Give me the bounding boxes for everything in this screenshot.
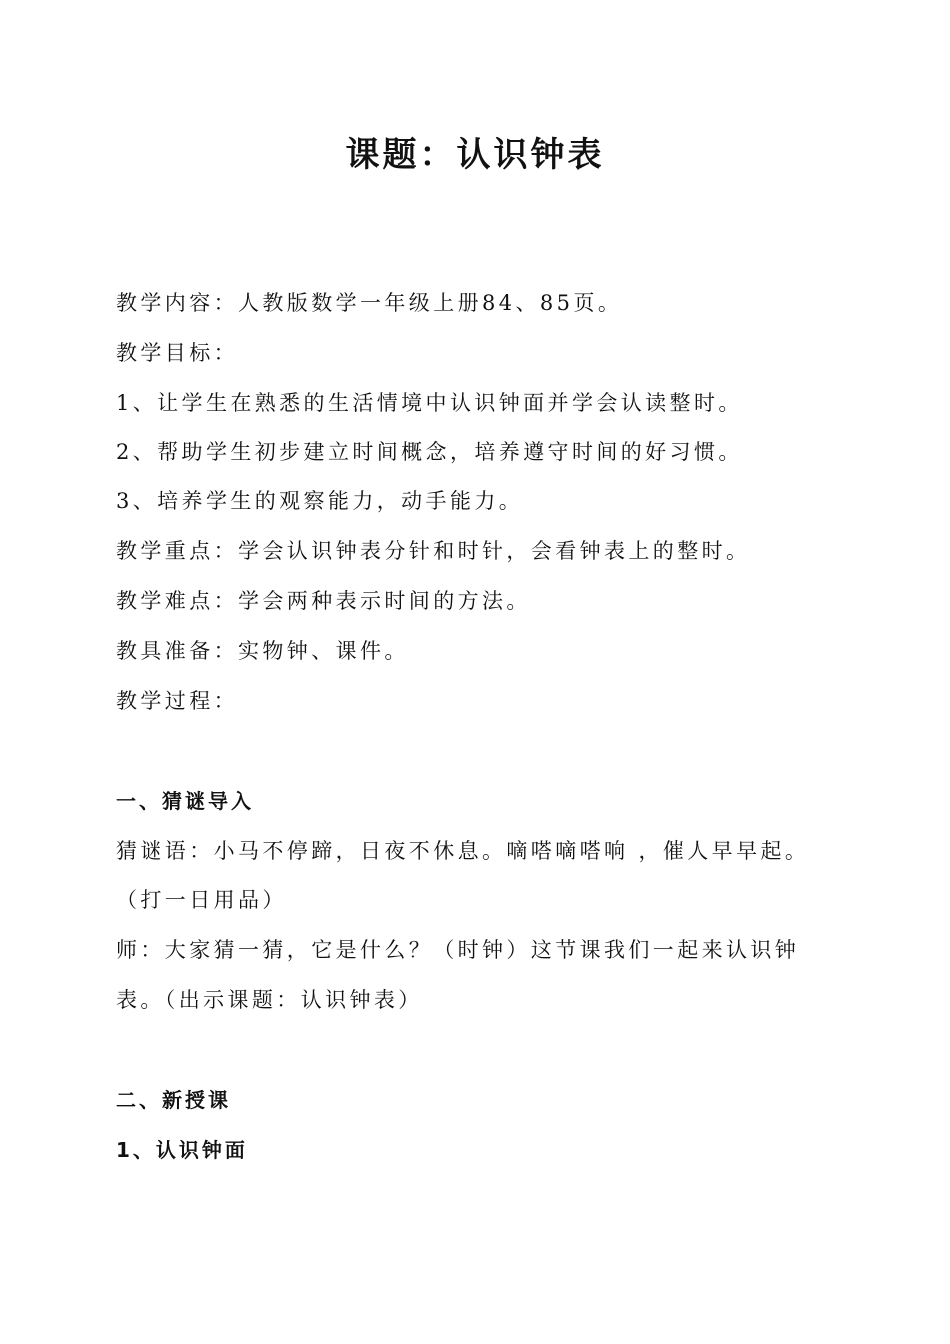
- section1-heading: 一、猜谜导入: [116, 789, 254, 813]
- riddle-line-2: （打一日用品）: [116, 888, 287, 912]
- document-title: 课题：认识钟表: [345, 135, 605, 175]
- goal-item-3: 3、培养学生的观察能力，动手能力。: [116, 489, 524, 513]
- teaching-content-line: 教学内容：人教版数学一年级上册84、85页。: [116, 291, 623, 315]
- section2-subheading: 1、认识钟面: [116, 1138, 248, 1162]
- goal-item-1: 1、让学生在熟悉的生活情境中认识钟面并学会认读整时。: [116, 391, 743, 415]
- teaching-aids-line: 教具准备：实物钟、课件。: [116, 639, 409, 663]
- teaching-goals-label: 教学目标：: [116, 341, 238, 365]
- section2-heading: 二、新授课: [116, 1088, 231, 1112]
- goal-item-2: 2、帮助学生初步建立时间概念，培养遵守时间的好习惯。: [116, 440, 743, 464]
- teaching-process-label: 教学过程：: [116, 689, 238, 713]
- teacher-line-2: 表。（出示课题：认识钟表）: [116, 988, 423, 1012]
- key-points-line: 教学重点：学会认识钟表分针和时针，会看钟表上的整时。: [116, 539, 751, 563]
- teacher-line-1: 师：大家猜一猜，它是什么？（时钟）这节课我们一起来认识钟: [116, 938, 800, 962]
- difficult-points-line: 教学难点：学会两种表示时间的方法。: [116, 589, 531, 613]
- riddle-line-1: 猜谜语：小马不停蹄，日夜不休息。嘀嗒嘀嗒响 ，催人早早起。: [116, 839, 810, 863]
